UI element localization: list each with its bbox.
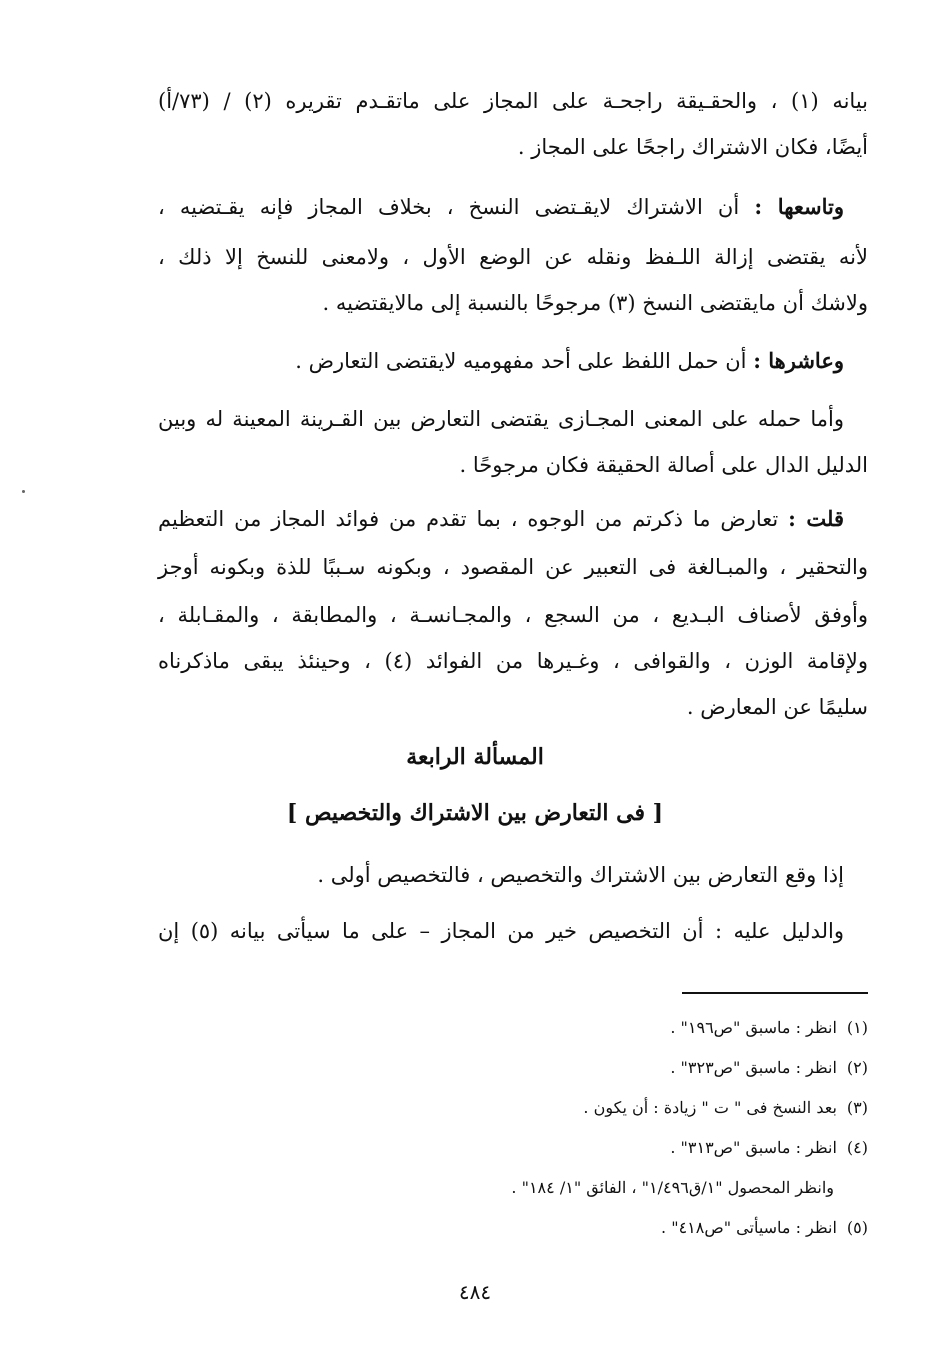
footnote-5 <box>158 1216 868 1240</box>
body-line-2: أيضًا، فكان الاشتراك راجحًا على المجاز . <box>517 135 868 159</box>
lead-word-qult: قلت : <box>788 506 844 531</box>
footnote-2-number: (٢) <box>846 1058 868 1077</box>
body-line-12: ولإقامة الوزن ، والقوافى ، وغـيرها من الفوائد (٤) ، وحينئذ يبقى ماذكرناه <box>158 649 868 673</box>
body-line-8: الدليل الدال على أصالة الحقيقة فكان مرجوحًا . <box>459 453 868 477</box>
issue-heading: المسألة الرابعة <box>406 744 544 770</box>
body-line-3-text: أن الاشتراك لايقـتضى النسخ ، بخلاف المجاز فإنه يقـتضيه ، <box>158 195 740 219</box>
body-line-13: سليمًا عن المعارض . <box>686 695 868 719</box>
footnote-5-number: (٥) <box>846 1218 868 1237</box>
footnote-4b-text: وانظر المحصول "١/ق١/٤٩٦" ، الفائق "١/ ١٨٤" . <box>511 1178 834 1197</box>
footnote-4 <box>158 1136 868 1160</box>
body-line-11: وأوفق لأصناف البـديع ، من السجع ، والمجـانسـة ، والمطابقة ، والمقـابلة ، <box>158 603 868 627</box>
body-line-6 <box>158 342 844 380</box>
body-line-6-text: أن حمل اللفظ على أحد مفهوميه لايقتضى التعارض . <box>295 349 747 373</box>
scan-speck <box>22 490 25 493</box>
footnote-4-number: (٤) <box>846 1138 868 1157</box>
body-line-14: إذا وقع التعارض بين الاشتراك والتخصيص ، فالتخصيص أولى . <box>317 863 844 887</box>
footnote-4-text: انظر : ماسبق "ص٣١٣" . <box>670 1138 837 1157</box>
footnote-4-continued <box>124 1176 834 1200</box>
page-number: ٤٨٤ <box>458 1280 492 1304</box>
footnote-3 <box>158 1096 868 1120</box>
body-line-9 <box>158 500 844 538</box>
body-line-15: والدليل عليه : أن التخصيص خير من المجاز – على ما سيأتى بيانه (٥) إن <box>158 919 845 943</box>
footnote-3-text: بعد النسخ فى " ت " زيادة : أن يكون . <box>583 1098 837 1117</box>
lead-word-ninth: وتاسعها : <box>754 194 844 219</box>
footnote-3-number: (٣) <box>846 1098 868 1117</box>
body-line-1: بيانه (١) ، والحقـيقة راجحـة على المجاز على ماتقـدم تقريره (٢) / (٧٣/أ) <box>158 89 869 113</box>
lead-word-tenth: وعاشرها : <box>753 348 844 373</box>
footnote-5-text: انظر : ماسيأتى "ص٤١٨" . <box>661 1218 837 1237</box>
footnote-1 <box>158 1016 868 1040</box>
body-line-7: وأما حمله على المعنى المجـازى يقتضى التعارض بين القـرينة المعينة له وبين <box>158 407 844 431</box>
footnote-2 <box>158 1056 868 1080</box>
footnote-separator <box>682 992 868 994</box>
body-line-10: والتحقير ، والمبـالغة فى التعبير عن المقصود ، وبكونه سـببًا للذة وبكونه أوجز <box>158 555 868 579</box>
body-line-3 <box>158 188 844 226</box>
footnote-2-text: انظر : ماسبق "ص٣٢٣" . <box>670 1058 837 1077</box>
issue-subtitle: [ فى التعارض بين الاشتراك والتخصيص ] <box>286 800 664 826</box>
footnote-1-text: انظر : ماسبق "ص١٩٦" . <box>670 1018 837 1037</box>
footnote-1-number: (١) <box>846 1018 868 1037</box>
body-line-4: لأنه يقتضى إزالة اللـفظ ونقله عن الوضع الأول ، ولامعنى للنسخ إلا ذلك ، <box>158 245 868 269</box>
body-line-9-text: تعارض ما ذكرتم من الوجوه ، بما تقدم من فوائد المجاز من التعظيم <box>158 507 779 531</box>
body-line-5: ولاشك أن مايقتضى النسخ (٣) مرجوحًا بالنسبة إلى مالايقتضيه . <box>322 291 868 315</box>
